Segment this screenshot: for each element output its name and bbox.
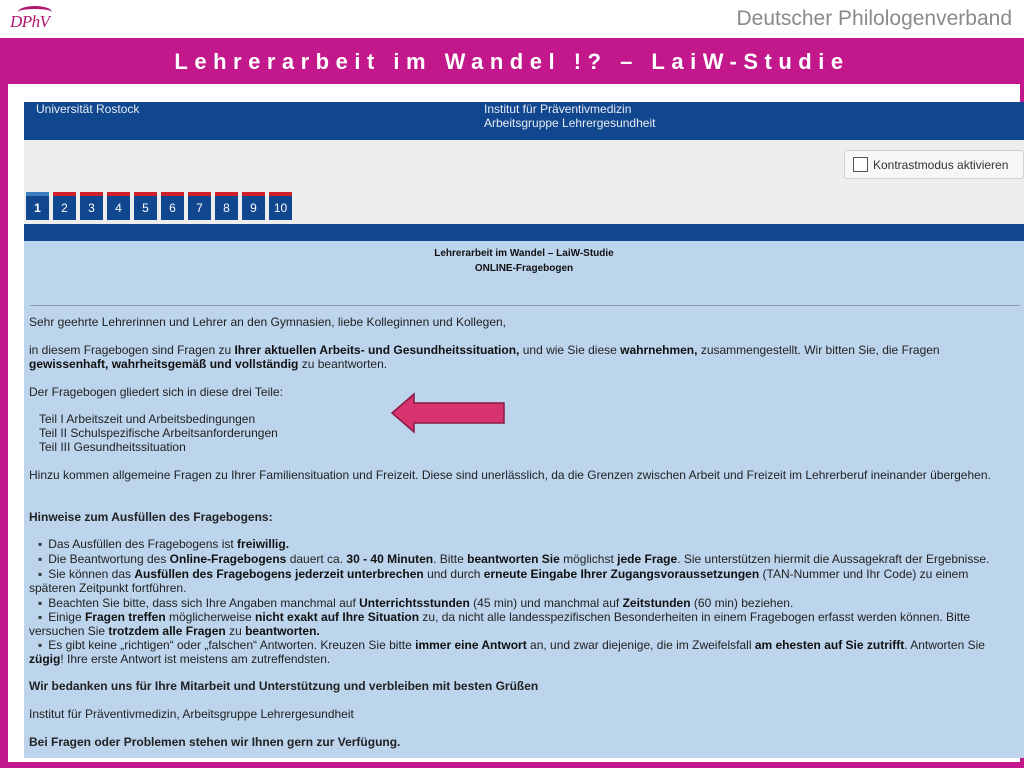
- institute-line-2: Arbeitsgruppe Lehrergesundheit: [484, 116, 656, 130]
- institute-line-1: Institut für Präventivmedizin: [484, 102, 632, 116]
- addition-text: Hinzu kommen allgemeine Fragen zu Ihrer Familiensituation und Freizeit. Diese sind unerlässlich, da die Grenzen zwischen Arbeit und Freizeit im Lehrerberuf ineinander übergehen.: [29, 468, 991, 482]
- hint-5-continued: versuchen Sie trotzdem alle Fragen zu beantworten.: [29, 624, 320, 638]
- contrast-checkbox[interactable]: [853, 157, 868, 172]
- thanks-text: Wir bedanken uns für Ihre Mitarbeit und Unterstützung und verbleiben mit besten Grüßen: [29, 679, 539, 693]
- page-navigation: [26, 192, 296, 220]
- hint-6: ▪ Es gibt keine „richtigen“ oder „falschen“ Antworten. Kreuzen Sie bitte immer eine Antwort an, und zwar diejenige, die im Zweifelsfall am ehesten auf Sie zutrifft. Antworten Sie: [38, 638, 985, 652]
- page-button-10[interactable]: 10: [269, 192, 292, 220]
- university-name: Universität Rostock: [36, 102, 140, 116]
- left-arrow-icon: [390, 392, 506, 434]
- toolbar-band: [24, 140, 1024, 224]
- site-header: [24, 102, 1024, 140]
- page-button-8[interactable]: 8: [215, 192, 238, 220]
- part-2: Teil II Schulspezifische Arbeitsanforderungen: [39, 426, 278, 440]
- dphv-logo: [8, 4, 60, 36]
- contrast-mode-toggle[interactable]: [844, 150, 1024, 179]
- intro-line-2: gewissenhaft, wahrheitsgemäß und vollständig zu beantworten.: [29, 357, 388, 371]
- contact-text: Bei Fragen oder Problemen stehen wir Ihnen gern zur Verfügung.: [29, 735, 401, 749]
- separator-bar: [24, 224, 1024, 241]
- hint-1: ▪ Das Ausfüllen des Fragebogens ist freiwillig.: [38, 537, 289, 551]
- page-button-5[interactable]: 5: [134, 192, 157, 220]
- page-button-6[interactable]: 6: [161, 192, 184, 220]
- hint-5: ▪ Einige Fragen treffen möglicherweise nicht exakt auf Ihre Situation zu, da nicht alle landesspezifischen Besonderheiten in einem Fragebogen erfasst werden können. Bitte: [38, 610, 970, 624]
- hint-2: ▪ Die Beantwortung des Online-Fragebogens dauert ca. 30 - 40 Minuten. Bitte beantworten Sie möglichst jede Frage. Sie unterstützen hiermit die Aussagekraft der Ergebnisse.: [38, 552, 989, 566]
- part-1: Teil I Arbeitszeit und Arbeitsbedingungen: [39, 412, 256, 426]
- page-button-2[interactable]: 2: [53, 192, 76, 220]
- page-button-4[interactable]: 4: [107, 192, 130, 220]
- institute-name: [484, 102, 655, 130]
- hint-3: ▪ Sie können das Ausfüllen des Fragebogens jederzeit unterbrechen und durch erneute Eingabe Ihrer Zugangsvoraussetzungen (TAN-Nummer und Ihr Code) zu einem: [38, 567, 968, 581]
- greeting: Sehr geehrte Lehrerinnen und Lehrer an den Gymnasien, liebe Kolleginnen und Kollegen,: [29, 315, 507, 329]
- form-title-line-2: ONLINE-Fragebogen: [474, 263, 574, 274]
- intro-line-1: in diesem Fragebogen sind Fragen zu Ihrer aktuellen Arbeits- und Gesundheitssituation, und wie Sie diese wahrnehmen, zusammengestellt. Wir bitten Sie, die Fragen: [29, 343, 940, 357]
- questionnaire-intro: [24, 241, 1024, 758]
- organization-name: Deutscher Philologenverband: [736, 7, 1012, 30]
- hint-3-continued: späteren Zeitpunkt fortführen.: [29, 581, 187, 595]
- divider: [30, 305, 1020, 306]
- hint-4: ▪ Beachten Sie bitte, dass sich Ihre Angaben manchmal auf Unterrichtsstunden (45 min) und manchmal auf Zeitstunden (60 min) beziehen.: [38, 596, 793, 610]
- hints-heading: Hinweise zum Ausfüllen des Fragebogens:: [29, 510, 273, 524]
- sender-text: Institut für Präventivmedizin, Arbeitsgruppe Lehrergesundheit: [29, 707, 354, 721]
- slide-title: Lehrerarbeit im Wandel !? – LaiW-Studie: [174, 49, 850, 74]
- logo-text: DPhV: [10, 12, 50, 31]
- page-button-1[interactable]: 1: [26, 192, 49, 220]
- form-title-line-1: Lehrerarbeit im Wandel – LaiW-Studie: [434, 248, 614, 259]
- page-button-9[interactable]: 9: [242, 192, 265, 220]
- part-3: Teil III Gesundheitssituation: [39, 440, 186, 454]
- slide-top-bar: [0, 0, 1024, 38]
- hint-6-continued: zügig! Ihre erste Antwort ist meistens am zutreffendsten.: [29, 652, 331, 666]
- contrast-label: Kontrastmodus aktivieren: [873, 157, 1009, 172]
- page-button-7[interactable]: 7: [188, 192, 211, 220]
- parts-intro: Der Fragebogen gliedert sich in diese drei Teile:: [29, 385, 283, 399]
- page-button-3[interactable]: 3: [80, 192, 103, 220]
- form-title: [24, 246, 1024, 276]
